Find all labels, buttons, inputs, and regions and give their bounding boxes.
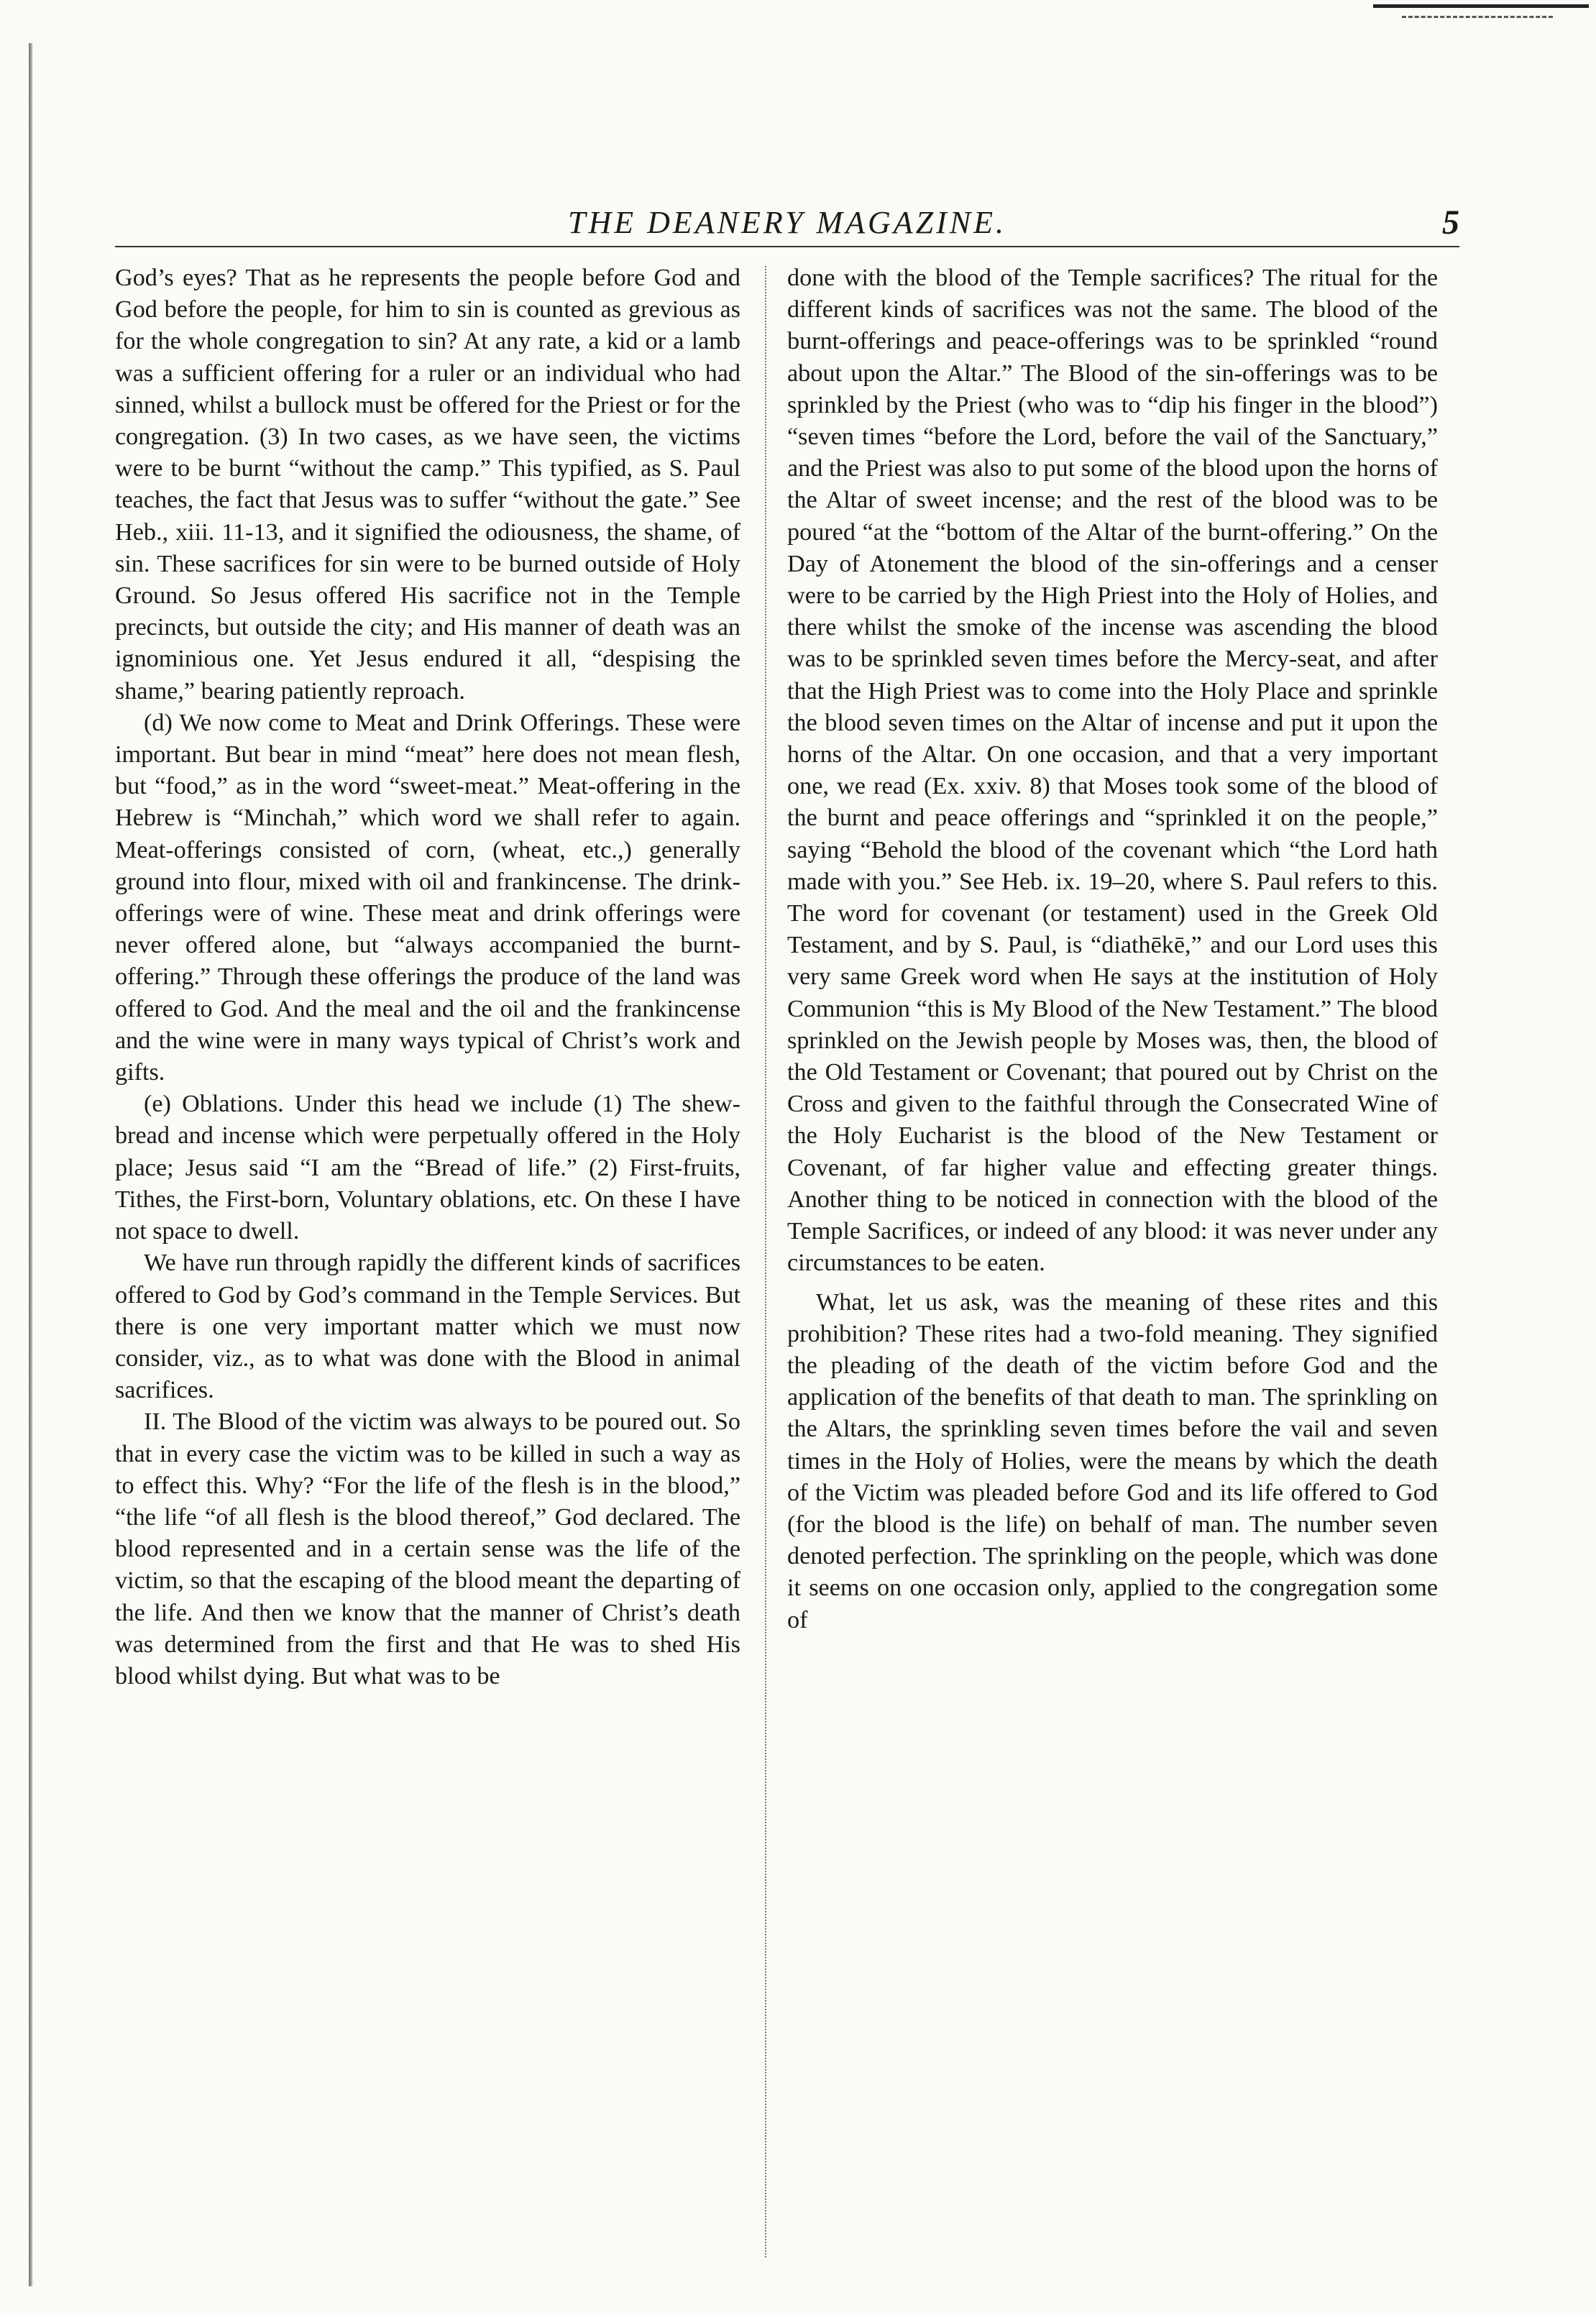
header-title: THE DEANERY MAGAZINE. (568, 205, 1006, 240)
running-header (115, 201, 1459, 252)
corner-rule-dashed (1402, 16, 1553, 21)
paragraph: We have run through rapidly the different kinds of sacrifices offered to God by God’s command in the Temple Services. But there is one very important matter which we must now consider, viz., as to what was done with the Blood in animal sacrifices. (115, 1250, 740, 1404)
paragraph: II. The Blood of the victim was always to be poured out. So that in every case the victim was to be killed in such a way as to effect this. Why? “For the life of the flesh is in the blood,” “the life “of all flesh is the blood thereof,” God declared. The blood represented and in a certain sense was the life of the victim, so that the escaping of the blood meant the departing of the life. And then we know that the manner of Christ’s death was determined from the first and that He was to shed His blood whilst dying. But what was to be (115, 1408, 740, 1690)
paragraph: (d) We now come to Meat and Drink Offerings. These were important. But bear in mind “meat” here does not mean flesh, but “food,” as in the word “sweet-meat.” Meat-offering in the Hebrew is “Minchah,” which word we shall refer to again. Meat-offerings consisted of corn, (wheat, etc.,) generally ground into flour, mixed with oil and frankincense. The drink-offerings were of wine. These meat and drink offerings were never offered alone, but “always accompanied the burnt-offering.” Through these offerings the produce of the land was offered to God. And the meal and the oil and the frankincense and the wine were in many ways typical of Christ’s work and gifts. (115, 709, 740, 1086)
left-column (115, 262, 740, 2275)
paragraph: What, let us ask, was the meaning of these rites and this prohibition? These rites had a two-fold meaning. They signified the pleading of the death of the victim before God and the application of the benefits of that death to man. The sprinkling on the Altars, the sprinkling seven times before the vail and seven times in the Holy of Holies, were the means by which the death of the Victim was pleaded before God and its life offered to God (for the blood is the life) on behalf of man. The number seven denoted perfection. The sprinkling on the people, which was done it seems on one occasion only, applied to the congregation some of (787, 1288, 1438, 1633)
paragraph: (e) Oblations. Under this head we include (1) The shew-bread and incense which were perpetually offered in the Holy place; Jesus said “I am the “Bread of life.” (2) First-fruits, Tithes, the First-born, Voluntary oblations, etc. On these I have not space to dwell. (115, 1091, 740, 1245)
header-rule (115, 246, 1459, 247)
right-column (787, 262, 1438, 2275)
page-binding-edge (29, 43, 33, 2286)
paragraph: God’s eyes? That as he represents the people before God and God before the people, for him to sin is counted as grevious as for the whole congregation to sin? At any rate, a kid or a lamb was a sufficient offering for a ruler or an individual who had sinned, whilst a bullock must be offered for the Priest or for the congregation. (3) In two cases, as we have seen, the victims were to be burnt “without the camp.” This typified, as S. Paul teaches, the fact that Jesus was to suffer “without the gate.” See Heb., xiii. 11-13, and it signified the odiousness, the shame, of sin. These sacrifices for sin were to be burned outside of Holy Ground. So Jesus offered His sacrifice not in the Temple precincts, but outside the city; and His manner of death was an ignominious one. Yet Jesus endured it all, “despising the shame,” bearing patiently reproach. (115, 265, 740, 705)
column-divider (765, 266, 766, 2257)
page-number: 5 (1442, 203, 1459, 242)
paragraph: done with the blood of the Temple sacrifices? The ritual for the different kinds of sacrifices was not the same. The blood of the burnt-offerings and peace-offerings was to be sprinkled “round about upon the Altar.” The Blood of the sin-offerings was to be sprinkled by the Priest (who was to “dip his finger in the blood”) “seven times “before the Lord, before the vail of the Sanctuary,” and the Priest was also to put some of the blood upon the horns of the Altar of sweet incense; and the rest of the blood was to be poured “at the “bottom of the Altar of the burnt-offering.” On the Day of Atonement the blood of the sin-offerings and a censer were to be carried by the High Priest into the Holy of Holies, and there whilst the smoke of the incense was ascending the blood was to be sprinkled seven times before the Mercy-seat, and after that the High Priest was to come into the Holy Place and sprinkle the blood seven times on the Altar of incense and put it upon the horns of the Altar. On one occasion, and that a very important one, we read (Ex. xxiv. 8) that Moses took some of the blood of the burnt and peace offerings and “sprinkled it on the people,” saying “Behold the blood of the covenant which “the Lord hath made with you.” See Heb. ix. 19–20, where S. Paul refers to this. The word for covenant (or testament) used in the Greek Old Testament, and by S. Paul, is “diathēkē,” and our Lord uses this very same Greek word when He says at the institution of Holy Communion “this is My Blood of the New Testament.” The blood sprinkled on the Jewish people by Moses was, then, the blood of the Old Testament or Covenant; that poured out by Christ on the Cross and given to the faithful through the Consecrated Wine of the Holy Eucharist is the blood of the New Testament or Covenant, of far higher value and effecting greater things. Another thing to be noticed in connection with the blood of the Temple Sacrifices, or indeed of any blood: it was never under any circumstances to be eaten. (787, 265, 1438, 1277)
corner-rule (1373, 4, 1589, 15)
